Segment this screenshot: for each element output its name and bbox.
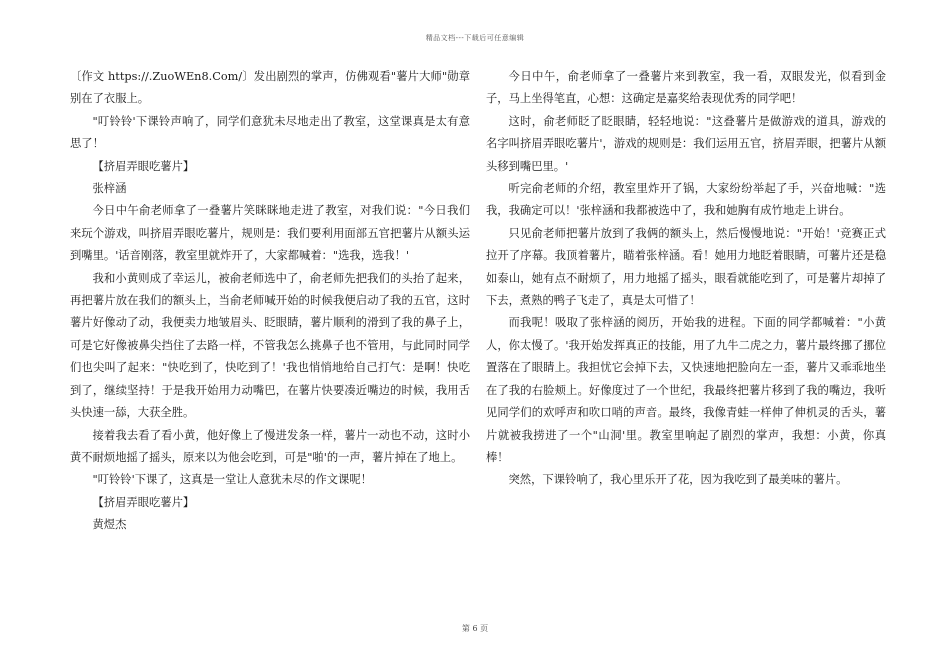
author-name: 黄煜杰	[92, 518, 127, 532]
page-number: 第 6 页	[461, 624, 489, 633]
paragraph: 突然，下课铃响了，我心里乐开了花，因为我吃到了最美味的薯片。	[508, 473, 848, 487]
paragraph: 听完俞老师的介绍，教室里炸开了锅，大家纷纷举起了手，兴奋地喊："选我，我确定可以！'张梓涵和我都被选中了，我和她胸有成竹地走上讲台。	[486, 182, 886, 218]
paragraph: "叮铃铃'下课了，这真是一堂让人意犹未尽的作文课呢！	[92, 473, 372, 487]
paragraph: 而我呢！吸取了张梓涵的阅历，开始我的进程。下面的同学都喊着："小黄人，你太慢了。'我开始发挥真正的技能，用了九牛二虎之力，薯片最终挪了挪位置落在了眼睛上。我担忧它会掉下去，又快速地把脸向左一歪，薯片又乖乖地坐在了我的右脸颊上。好像度过了一个世纪，我最终把薯片移到了我的嘴边，我听见同学们的欢呼声和吹口哨的声音。最终，我像青蛙一样伸了伸机灵的舌头，薯片就被我捞进了一个"山洞'里。教室里响起了剧烈的掌声，我想：小黄，你真棒！	[486, 316, 886, 464]
paragraph: 这时，俞老师眨了眨眼睛，轻轻地说："这叠薯片是做游戏的道具，游戏的名字叫挤眉弄眼吃薯片'，游戏的规则是：我们运用五官，挤眉弄眼，把薯片从额头移到嘴巴里。'	[486, 114, 886, 173]
paragraph: 我和小黄则成了幸运儿，被俞老师选中了，俞老师先把我们的头抬了起来，再把薯片放在我们的额头上，当俞老师喊开始的时候我便启动了我的五官，这时薯片好像动了动，我便卖力地皱眉头、眨眼睛，薯片顺利的滑到了我的鼻子上，可是它好像被鼻尖挡住了去路一样，不管我怎么挑鼻子也不管用，与此同时同学们也尖叫了起来："快吃到了，快吃到了！'我也悄悄地给自己打气：是啊！快吃到了，继续坚持！于是我开始用力动嘴巴，在薯片快要凑近嘴边的时候，我用舌头快速一舔，大获全胜。	[70, 271, 470, 420]
paragraph: 今日中午，俞老师拿了一叠薯片来到教室，我一看，双眼发光，似看到金子，马上坐得笔直，心想：这确定是嘉奖给表现优秀的同学吧！	[486, 70, 886, 106]
paragraph: 接着我去看了看小黄，他好像上了慢进发条一样，薯片一动也不动，这时小黄不耐烦地摇了摇头，原来以为他会吃到，可是"啪'的一声，薯片掉在了地上。	[70, 428, 470, 464]
section-heading: 【挤眉弄眼吃薯片】	[92, 495, 195, 509]
paragraph: 今日中午俞老师拿了一叠薯片笑眯眯地走进了教室，对我们说："今日我们来玩个游戏，叫挤眉弄眼吃薯片，规则是：我们要利用面部五官把薯片从额头运到嘴里。'话音刚落，教室里就炸开了，大家都喊着："选我，选我！'	[70, 204, 470, 263]
right-column	[486, 66, 886, 492]
author-name: 张梓涵	[92, 182, 127, 196]
page-header: 精品文档---下载后可任意编辑	[425, 34, 525, 42]
paragraph: 只见俞老师把薯片放到了我俩的额头上，然后慢慢地说："开始！'竞赛正式拉开了序幕。我顶着薯片，瞄着张梓涵。看！她用力地眨着眼睛，可薯片还是稳如泰山，她有点不耐烦了，用力地摇了摇头，眼看就能吃到了，可是薯片却掉了下去，煮熟的鸭子飞走了，真是太可惜了！	[486, 226, 886, 308]
section-heading: 【挤眉弄眼吃薯片】	[92, 159, 195, 173]
paragraph: 〔作文 https://.ZuoWEn8.Com/〕发出剧烈的掌声，仿佛观看"薯片大师"勋章别在了衣服上。	[70, 70, 470, 106]
left-column	[70, 66, 470, 537]
paragraph: "叮铃铃'下课铃声响了，同学们意犹未尽地走出了教室，这堂课真是太有意思了！	[70, 114, 470, 151]
